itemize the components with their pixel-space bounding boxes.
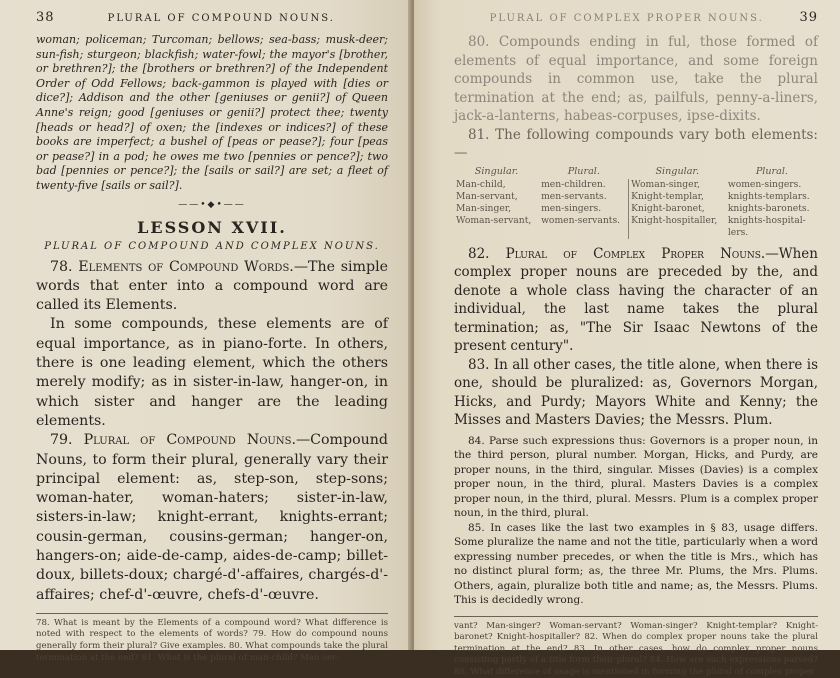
paragraph-78-text: —The simple words that enter into a compound word are called its Elements. <box>36 259 388 314</box>
table-cell: lers. <box>726 227 818 239</box>
table-row <box>454 191 818 203</box>
paragraph-82 <box>454 245 818 356</box>
table-cell: women-servants. <box>539 215 629 227</box>
right-page <box>414 0 840 650</box>
right-page-number: 39 <box>799 10 818 25</box>
table-cell: Knight-hospitaller, <box>629 215 726 227</box>
lesson-title: LESSON XVII. <box>36 218 388 237</box>
table-cell: Man-child, <box>454 179 539 191</box>
table-cell: knights-baronets. <box>726 203 818 215</box>
table-cell: Man-singer, <box>454 203 539 215</box>
paragraph-82-heading: 82. Plural of Complex Proper Nouns. <box>468 246 765 262</box>
table-row <box>454 203 818 215</box>
paragraph-78b: In some compounds, these elements are of equal importance, as in piano-forte. In others, there is one leading element, which the others merely modify; as in sister-in-law, hanger-on, in which sister and hanger are the leading elements. <box>36 315 388 431</box>
paragraph-79 <box>36 431 388 605</box>
paragraph-78 <box>36 258 388 316</box>
table-cell: Knight-templar, <box>629 191 726 203</box>
paragraph-85: 85. In cases like the last two examples in § 83, usage differs. Some pluralize the name and not the title, particularly when a word expressing number precedes, or when the title is Mrs., which has no distinct plural form; as, the three Mr. Plums, the Mrs. Plums. Others, again, pluralize both title and name; as, the Messrs. Plums. This is decidedly wrong. <box>454 521 818 608</box>
table-cell: Man-servant, <box>454 191 539 203</box>
table-header-cell: Singular. <box>454 165 539 179</box>
paragraph-80: 80. Compounds ending in ful, those formed of elements of equal importance, and some foreign compounds in common use, take the plural termination at the end; as, pailfuls, penny-a-liners, jack-a-lanterns, habeas-corpuses, ipse-dixits. <box>454 33 818 126</box>
table-row <box>454 179 818 191</box>
paragraph-79-heading: 79. Plural of Compound Nouns. <box>50 432 296 448</box>
table-cell: men-children. <box>539 179 629 191</box>
exercise-paragraph: woman; policeman; Turcoman; bellows; sea-bass; musk-deer; sun-fish; sturgeon; blackfish; water-fowl; the mayor's [brother, or brethren?]; the [brothers or brethren?] of the Independent Order of Odd Fellows; back-gammon is played with [dies or dice?]; Addison and the other [geniuses or genii?] of Queen Anne's reign; good [geniuses or genii?] protect thee; twenty [heads or head?] of oxen; the [indexes or indices?] of these books are imperfect; a bushel of [peas or pease?]; four [peas or pease?] in a pod; he owes me two [pennies or pence?]; two bad [pennies or pence?]; the [sails or sail?] are set; a fleet of twenty-five [sails or sail?]. <box>36 33 388 194</box>
footnote-rule <box>454 616 818 617</box>
table-row <box>454 227 818 239</box>
right-footnote-questions: vant? Man-singer? Woman-servant? Woman-singer? Knight-templar? Knight-baronet? Knight-hospitaller? 82. When do complex proper nouns take the plural termination at the end? 83. In other cases, how do complex proper nouns consisting partly of a title form their plural? 84. How are such expressions parsed? 85. What difference of usage is mentioned in forming the plural of complex proper <box>454 621 818 678</box>
table-header-cell: Plural. <box>539 165 629 179</box>
left-page-number: 38 <box>36 10 55 25</box>
right-running-title: PLURAL OF COMPLEX PROPER NOUNS. <box>454 13 799 24</box>
left-running-head <box>36 10 388 25</box>
left-page-content <box>36 10 388 664</box>
lesson-subtitle: PLURAL OF COMPOUND AND COMPLEX NOUNS. <box>36 241 388 252</box>
paragraph-78-heading: 78. Elements of Compound Words. <box>50 259 294 275</box>
table-header-cell: Plural. <box>726 165 818 179</box>
left-page <box>0 0 412 650</box>
table-cell: knights-hospital- <box>726 215 818 227</box>
paragraph-82-text: —When complex proper nouns are preceded by the, and denote a whole class having the character of an individual, the last name takes the plural termination; as, "The Sir Isaac Newtons of the present century". <box>454 246 818 355</box>
right-running-head <box>454 10 818 25</box>
left-running-title: PLURAL OF COMPOUND NOUNS. <box>55 13 388 24</box>
table-header-cell: Singular. <box>629 165 726 179</box>
section-ornament: ——•◆•—— <box>36 200 388 210</box>
table-cell <box>454 227 539 239</box>
paragraph-81: 81. The following compounds vary both elements:— <box>454 126 818 163</box>
table-row <box>454 215 818 227</box>
table-cell <box>539 227 629 239</box>
table-cell: Woman-singer, <box>629 179 726 191</box>
table-cell <box>629 227 726 239</box>
table-cell: Woman-servant, <box>454 215 539 227</box>
table-header-row <box>454 165 818 179</box>
table-cell: Knight-baronet, <box>629 203 726 215</box>
table-cell: men-singers. <box>539 203 629 215</box>
footnote-rule <box>36 613 388 614</box>
compound-plural-table <box>454 165 818 239</box>
paragraph-79-text: —Compound Nouns, to form their plural, generally vary their principal element: as, step-son, step-sons; woman-hater, woman-haters; sister-in-law, sisters-in-law; knight-errant, knights-errant; cousin-german, cousins-german; hanger-on, hangers-on; aide-de-camp, aides-de-camp; billet-doux, billets-doux; chargé-d'-affaires, chargés-d'-affaires; chef-d'-œuvre, chefs-d'-œuvre. <box>36 432 388 602</box>
table-cell: men-servants. <box>539 191 629 203</box>
table-cell: women-singers. <box>726 179 818 191</box>
paragraph-83: 83. In all other cases, the title alone, when there is one, should be pluralized: as, Governors Morgan, Hicks, and Purdy; Mayors White and Kenny; the Misses and Masters Davies; the Messrs. Plum. <box>454 356 818 430</box>
left-footnote-questions: 78. What is meant by the Elements of a compound word? What difference is noted with respect to the elements of words? 79. How do compound nouns generally form their plural? Give examples. 80. What compounds take the plural termination at the end? 81. What is the plural of man-child? Man-ser- <box>36 618 388 664</box>
right-page-content <box>454 10 818 678</box>
table-cell: knights-templars. <box>726 191 818 203</box>
paragraph-84: 84. Parse such expressions thus: Governors is a proper noun, in the third person, plural number. Morgan, Hicks, and Purdy, are proper nouns, in the third, singular. Misses (Davies) is a complex proper noun, in the third, plural. Masters Davies is a complex proper noun, in the third, plural. Messrs. Plum is a complex proper noun, in the third, plural. <box>454 434 818 521</box>
